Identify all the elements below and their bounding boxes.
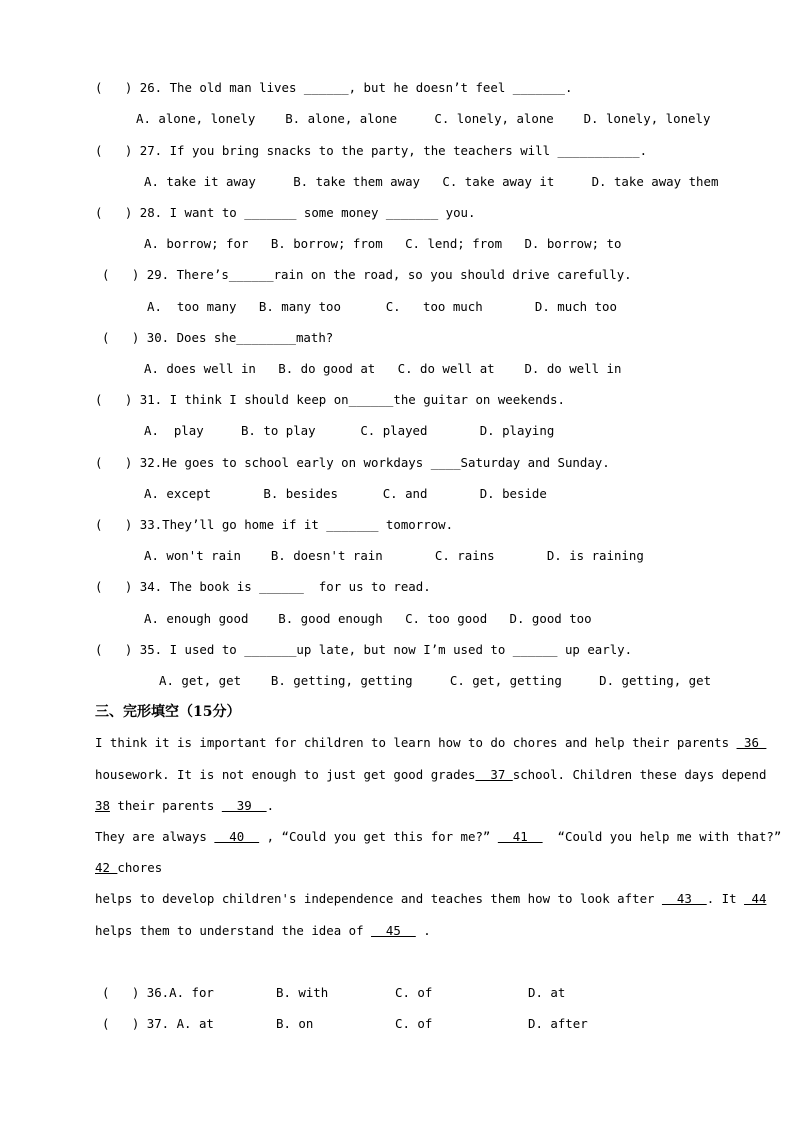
passage-line-1 — [95, 735, 766, 751]
blank-41: 41 — [497, 829, 543, 844]
blank-43: 43 — [661, 891, 707, 906]
passage-text: their parents — [109, 798, 222, 813]
question-35-options: A. get, get B. getting, getting C. get, getting D. getting, get — [159, 673, 712, 688]
passage-text: . — [266, 798, 275, 813]
passage-line-3 — [95, 798, 274, 814]
blank-44: 44 — [744, 891, 767, 906]
passage-text: helps them to understand the idea of — [95, 923, 372, 938]
question-30-options: A. does well in B. do good at C. do well at D. do well in — [144, 361, 622, 376]
question-34-options: A. enough good B. good enough C. too good D. good too — [144, 611, 592, 626]
question-30-stem: ( ) 30. Does she________math? — [102, 330, 334, 345]
cloze-37-option-c: C. of — [395, 1016, 433, 1031]
passage-line-7 — [95, 923, 431, 939]
question-26-options: A. alone, lonely B. alone, alone C. lonely, alone D. lonely, lonely — [136, 111, 711, 126]
cloze-36-option-c: C. of — [395, 985, 433, 1000]
blank-39: 39 — [221, 798, 267, 813]
passage-text: housework. It is not enough to just get good grades — [95, 767, 476, 782]
cloze-36-option-b: B. with — [276, 985, 329, 1000]
passage-line-2 — [95, 767, 766, 783]
question-32-stem: ( ) 32.He goes to school early on workdays ____Saturday and Sunday. — [95, 455, 610, 470]
question-29-options: A. too many B. many too C. too much D. much too — [147, 299, 617, 314]
question-31-options: A. play B. to play C. played D. playing — [144, 423, 555, 438]
section-title: 三、完形填空（15分） — [95, 704, 241, 720]
question-32-options: A. except B. besides C. and D. beside — [144, 486, 547, 501]
question-27-stem: ( ) 27. If you bring snacks to the party, the teachers will ___________. — [95, 143, 648, 158]
question-28-options: A. borrow; for B. borrow; from C. lend; from D. borrow; to — [144, 236, 622, 251]
passage-text: . It — [706, 891, 745, 906]
cloze-37-option-b: B. on — [276, 1016, 314, 1031]
question-34-stem: ( ) 34. The book is ______ for us to read. — [95, 579, 431, 594]
question-29-stem: ( ) 29. There’s______rain on the road, so you should drive carefully. — [102, 267, 632, 282]
passage-text: “Could you help me with that?” — [542, 829, 782, 844]
cloze-37-option-d: D. after — [528, 1016, 588, 1031]
blank-38: 38 — [95, 798, 110, 813]
passage-text: chores — [117, 860, 163, 875]
passage-line-4 — [95, 829, 781, 845]
cloze-37-number-a: ( ) 37. A. at — [102, 1016, 214, 1031]
passage-line-5 — [95, 860, 162, 876]
cloze-36-number-a: ( ) 36.A. for — [102, 985, 214, 1000]
blank-45: 45 — [371, 923, 416, 938]
question-33-stem: ( ) 33.They’ll go home if it _______ tomorrow. — [95, 517, 454, 532]
passage-text: I think it is important for children to learn how to do chores and help their parents — [95, 735, 737, 750]
passage-line-6 — [95, 891, 766, 907]
cloze-36-option-d: D. at — [528, 985, 566, 1000]
passage-text: school. Children these days depend — [512, 767, 767, 782]
blank-37: 37 — [475, 767, 513, 782]
question-35-stem: ( ) 35. I used to _______up late, but now I’m used to ______ up early. — [95, 642, 633, 657]
passage-text: They are always — [95, 829, 215, 844]
passage-text: helps to develop children's independence and teaches them how to look after — [95, 891, 662, 906]
question-27-options: A. take it away B. take them away C. take away it D. take away them — [144, 174, 719, 189]
passage-text: , “Could you get this for me?” — [259, 829, 498, 844]
question-26-stem: ( ) 26. The old man lives ______, but he doesn’t feel _______. — [95, 80, 573, 95]
blank-42: 42 — [95, 860, 118, 875]
question-33-options: A. won't rain B. doesn't rain C. rains D. is raining — [144, 548, 644, 563]
question-31-stem: ( ) 31. I think I should keep on______the guitar on weekends. — [95, 392, 565, 407]
blank-36: 36 — [736, 735, 767, 750]
blank-40: 40 — [214, 829, 260, 844]
question-28-stem: ( ) 28. I want to _______ some money _______ you. — [95, 205, 476, 220]
passage-text: . — [415, 923, 431, 938]
